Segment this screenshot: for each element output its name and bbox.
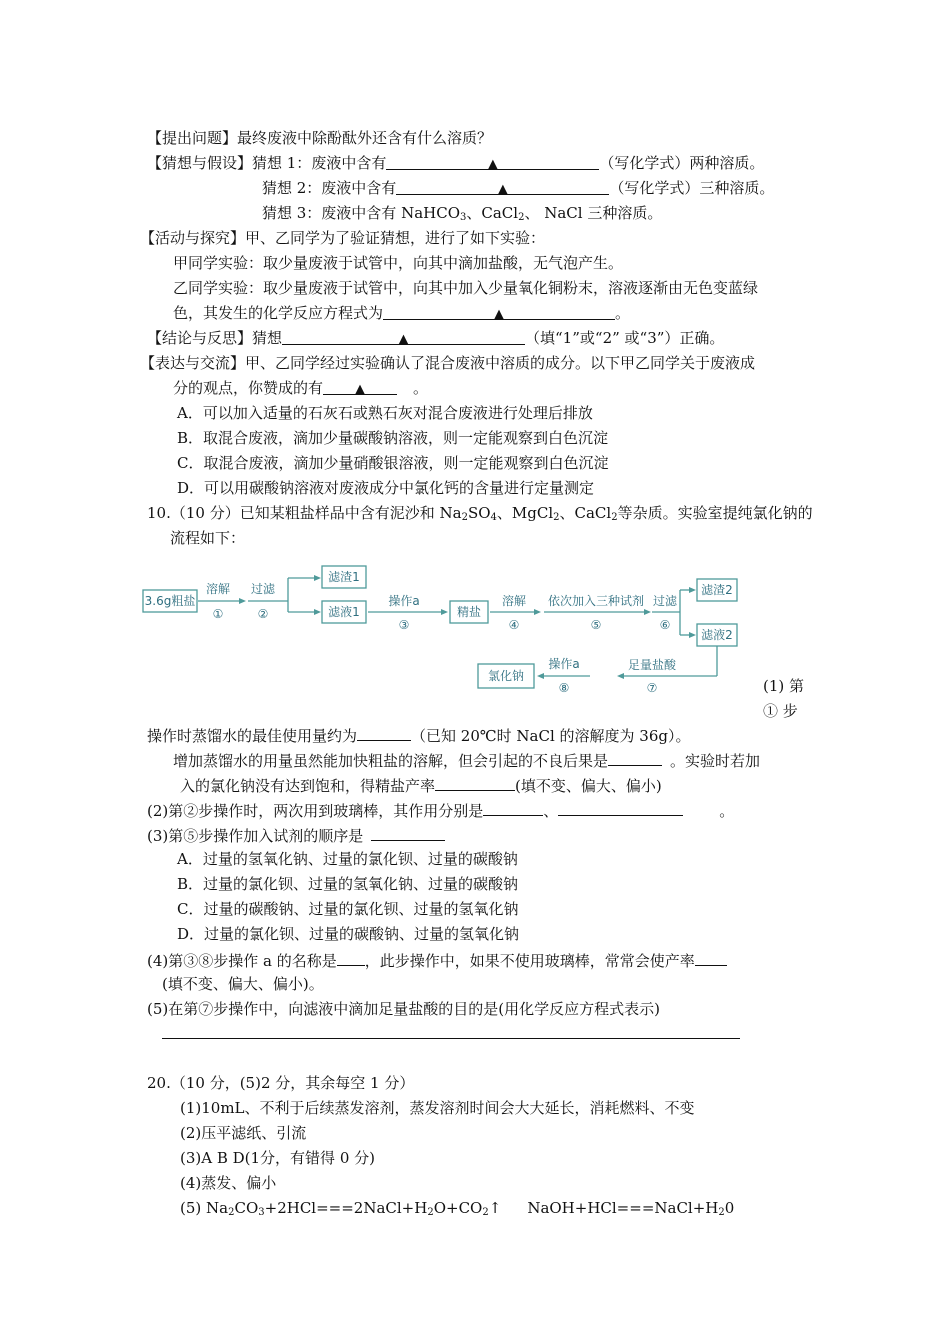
- residue-2-label: 滤渣2: [701, 583, 733, 597]
- yi-text: 色，其发生的化学反应方程式为: [173, 304, 384, 322]
- answer-blank[interactable]: [396, 178, 609, 195]
- equation-text: (5) Na: [180, 1199, 229, 1217]
- equation-text: NaOH+HCl===NaCl+H: [527, 1199, 719, 1217]
- dissolve-label: 溶解: [205, 582, 231, 596]
- step-3-label: ③: [398, 618, 410, 632]
- q10-sub4: [147, 949, 727, 971]
- stem-text: 、CaCl: [559, 504, 612, 522]
- expression-text: 分的观点，你赞成的有: [173, 379, 324, 397]
- text: 。: [719, 802, 735, 820]
- q10-sub3: [147, 824, 445, 846]
- q10-sub1-line3: [180, 774, 662, 796]
- refined-salt-label: 精盐: [456, 605, 482, 619]
- q9-option-a: A．可以加入适量的石灰石或熟石灰对混合废液进行处理后排放: [177, 404, 593, 422]
- step-7-label: ⑦: [646, 681, 658, 695]
- stem-text: SO: [467, 504, 491, 522]
- q10-sub1-right-2: ① 步: [763, 702, 798, 720]
- subscript: 2: [461, 512, 468, 523]
- text: 增加蒸馏水的用量虽然能加快粗盐的溶解，但会引起的不良后果是: [173, 752, 609, 770]
- arrowhead: [534, 609, 541, 615]
- period: 。: [413, 379, 429, 397]
- arrowhead: [314, 575, 321, 581]
- q9-hypothesis-2: [262, 178, 774, 198]
- equation-text: O+CO: [433, 1199, 483, 1217]
- text: (3)第⑤步操作加入试剂的顺序是: [147, 827, 364, 845]
- subscript: 2: [718, 1207, 725, 1218]
- answer-2: (2)压平滤纸、引流: [180, 1124, 307, 1142]
- text: (2)第②步操作时，两次用到玻璃棒，其作用分别是: [147, 802, 484, 820]
- triangle-marker: ▲: [494, 307, 505, 322]
- filter-label: 过滤: [250, 582, 276, 596]
- triangle-marker: ▲: [487, 157, 498, 172]
- q10-sub3-option-d: D．过量的氯化钡、过量的碳酸钠、过量的氢氧化钠: [177, 925, 520, 943]
- step-6-label: ⑥: [659, 618, 671, 632]
- subscript: 2: [518, 212, 525, 223]
- answer-header: 20.（10 分，(5)2 分，其余每空 1 分）: [147, 1074, 415, 1092]
- q10-sub1-right-1: (1) 第: [763, 677, 805, 695]
- h3-text-a: 猜想 3：废液中含有 NaHCO: [262, 204, 461, 222]
- add-reagents-label: 依次加入三种试剂: [547, 594, 645, 608]
- q10-sub5-answer-line[interactable]: [162, 1038, 740, 1039]
- h1-text: 【猜想与假设】猜想 1：废液中含有: [147, 154, 387, 172]
- q10-stem-2: 流程如下：: [170, 529, 246, 547]
- arrowhead: [689, 587, 696, 593]
- h2-text: 猜想 2：废液中含有: [262, 179, 397, 197]
- h1-tail: （写化学式）两种溶质。: [599, 154, 765, 172]
- hcl-label: 足量盐酸: [627, 658, 677, 672]
- filtrate-2-label: 滤液2: [701, 628, 733, 642]
- q10-sub2: [147, 799, 734, 821]
- answer-blank[interactable]: [435, 774, 515, 791]
- q10-sub1-line1: [147, 724, 691, 746]
- q9-conclusion: [147, 328, 724, 348]
- text: (填不变、偏大、偏小): [515, 777, 662, 795]
- text: （已知 20℃时 NaCl 的溶解度为 36g）。: [411, 727, 691, 745]
- text: 入的氯化钠没有达到饱和，得精盐产率: [180, 777, 436, 795]
- equation-text: CO: [234, 1199, 259, 1217]
- text: 。实验时若加: [670, 752, 761, 770]
- answer-blank[interactable]: [323, 378, 397, 395]
- q10-sub5: (5)在第⑦步操作中，向滤液中滴加足量盐酸的目的是(用化学反应方程式表示): [147, 1000, 660, 1018]
- step-2-label: ②: [257, 607, 269, 621]
- answer-3: (3)A B D(1分，有错得 0 分): [180, 1149, 375, 1167]
- subscript: 2: [228, 1207, 235, 1218]
- q9-option-b: B．取混合废液，滴加少量碳酸钠溶液，则一定能观察到白色沉淀: [177, 429, 609, 447]
- q9-option-c: C．取混合废液，滴加少量硝酸银溶液，则一定能观察到白色沉淀: [177, 454, 609, 472]
- conclusion-tail: （填“1”或“2” 或“3”）正确。: [525, 329, 725, 347]
- h3-text-b: 、CaCl: [466, 204, 519, 222]
- step-5-label: ⑤: [590, 618, 602, 632]
- q9-activity: 【活动与探究】甲、乙同学为了验证猜想，进行了如下实验：: [140, 229, 546, 247]
- text: (4)第③⑧步操作 a 的名称是: [147, 952, 337, 970]
- conclusion-text: 【结论与反思】猜想: [147, 329, 283, 347]
- stem-text: 、MgCl: [496, 504, 554, 522]
- filtrate-1-label: 滤液1: [328, 605, 360, 619]
- nacl-label: 氯化钠: [487, 669, 525, 683]
- text: 操作时蒸馏水的最佳使用量约为: [147, 727, 358, 745]
- answer-blank[interactable]: [383, 303, 615, 320]
- arrowhead: [617, 673, 624, 679]
- triangle-marker: ▲: [355, 382, 366, 397]
- stem-text: 10.（10 分）已知某粗盐样品中含有泥沙和 Na: [147, 504, 462, 522]
- operation-a-2-label: 操作a: [548, 657, 580, 671]
- q9-yi-equation: [173, 303, 630, 323]
- arrowhead: [239, 598, 246, 604]
- q9-hypothesis-3: [262, 203, 662, 223]
- q10-sub3-option-a: A．过量的氢氧化钠、过量的氯化钡、过量的碳酸钠: [177, 850, 518, 868]
- equation-text: 0: [724, 1199, 735, 1217]
- q10-sub4-line2: (填不变、偏大、偏小)。: [162, 975, 324, 993]
- h3-text-c: 、 NaCl 三种溶质。: [524, 204, 663, 222]
- residue-1-label: 滤渣1: [328, 570, 360, 584]
- text: 、: [543, 802, 559, 820]
- equation-text: +2HCl===2NaCl+H: [264, 1199, 428, 1217]
- answer-blank[interactable]: [483, 799, 543, 816]
- stem-text: 等杂质。实验室提纯氯化钠的: [617, 504, 813, 522]
- subscript: 4: [490, 512, 497, 523]
- answer-blank[interactable]: [608, 749, 662, 766]
- subscript: 2: [482, 1207, 489, 1218]
- up-arrow: ↑: [488, 1199, 502, 1217]
- arrowhead: [689, 632, 696, 638]
- q9-expression-2: [173, 378, 428, 398]
- q9-hypothesis-1: [147, 153, 764, 173]
- arrowhead: [537, 673, 544, 679]
- answer-4: (4)蒸发、偏小: [180, 1174, 277, 1192]
- answer-1: (1)10mL、不利于后续蒸发溶剂，蒸发溶剂时间会大大延长，消耗燃料、不变: [180, 1099, 695, 1117]
- q9-jia-experiment: 甲同学实验：取少量废液于试管中，向其中滴加盐酸，无气泡产生。: [173, 254, 624, 272]
- q10-sub1-line2: [173, 749, 760, 771]
- subscript: 3: [460, 212, 467, 223]
- answer-blank[interactable]: [282, 328, 525, 345]
- q9-problem: 【提出问题】最终废液中除酚酞外还含有什么溶质？: [147, 129, 493, 147]
- answer-blank[interactable]: [558, 799, 683, 816]
- answer-5: [180, 1198, 734, 1218]
- purification-flowchart: [140, 558, 830, 698]
- text: ，此步操作中，如果不使用玻璃棒，常常会使产率: [364, 952, 695, 970]
- operation-a-label: 操作a: [388, 594, 420, 608]
- q9-yi-experiment: 乙同学实验：取少量废液于试管中，向其中加入少量氧化铜粉末，溶液逐渐由无色变蓝绿: [173, 279, 759, 297]
- answer-blank[interactable]: [371, 824, 445, 841]
- q10-sub3-option-b: B．过量的氯化钡、过量的氢氧化钠、过量的碳酸钠: [177, 875, 519, 893]
- subscript: 3: [258, 1207, 265, 1218]
- dissolve-2-label: 溶解: [501, 594, 527, 608]
- answer-blank[interactable]: [695, 949, 727, 966]
- q10-stem: [147, 503, 813, 523]
- q9-option-d: D．可以用碳酸钠溶液对废液成分中氯化钙的含量进行定量测定: [177, 479, 595, 497]
- arrowhead: [644, 609, 651, 615]
- answer-blank[interactable]: [357, 724, 411, 741]
- subscript: 2: [427, 1207, 434, 1218]
- step-1-label: ①: [212, 607, 224, 621]
- crude-salt-label: 3.6g粗盐: [144, 594, 196, 608]
- step-4-label: ④: [508, 618, 520, 632]
- arrowhead: [314, 609, 321, 615]
- period: 。: [615, 304, 631, 322]
- triangle-marker: ▲: [497, 182, 508, 197]
- q10-sub3-option-c: C．过量的碳酸钠、过量的氯化钡、过量的氢氧化钠: [177, 900, 519, 918]
- answer-blank[interactable]: [337, 949, 365, 966]
- step-8-label: ⑧: [558, 681, 570, 695]
- subscript: 2: [611, 512, 618, 523]
- triangle-marker: ▲: [398, 332, 409, 347]
- filter-2-label: 过滤: [652, 594, 678, 608]
- q9-expression-1: 【表达与交流】甲、乙同学经过实验确认了混合废液中溶质的成分。以下甲乙同学关于废液成: [140, 354, 756, 372]
- arrowhead: [441, 609, 448, 615]
- h2-tail: （写化学式）三种溶质。: [609, 179, 775, 197]
- answer-blank[interactable]: [386, 153, 599, 170]
- subscript: 2: [553, 512, 560, 523]
